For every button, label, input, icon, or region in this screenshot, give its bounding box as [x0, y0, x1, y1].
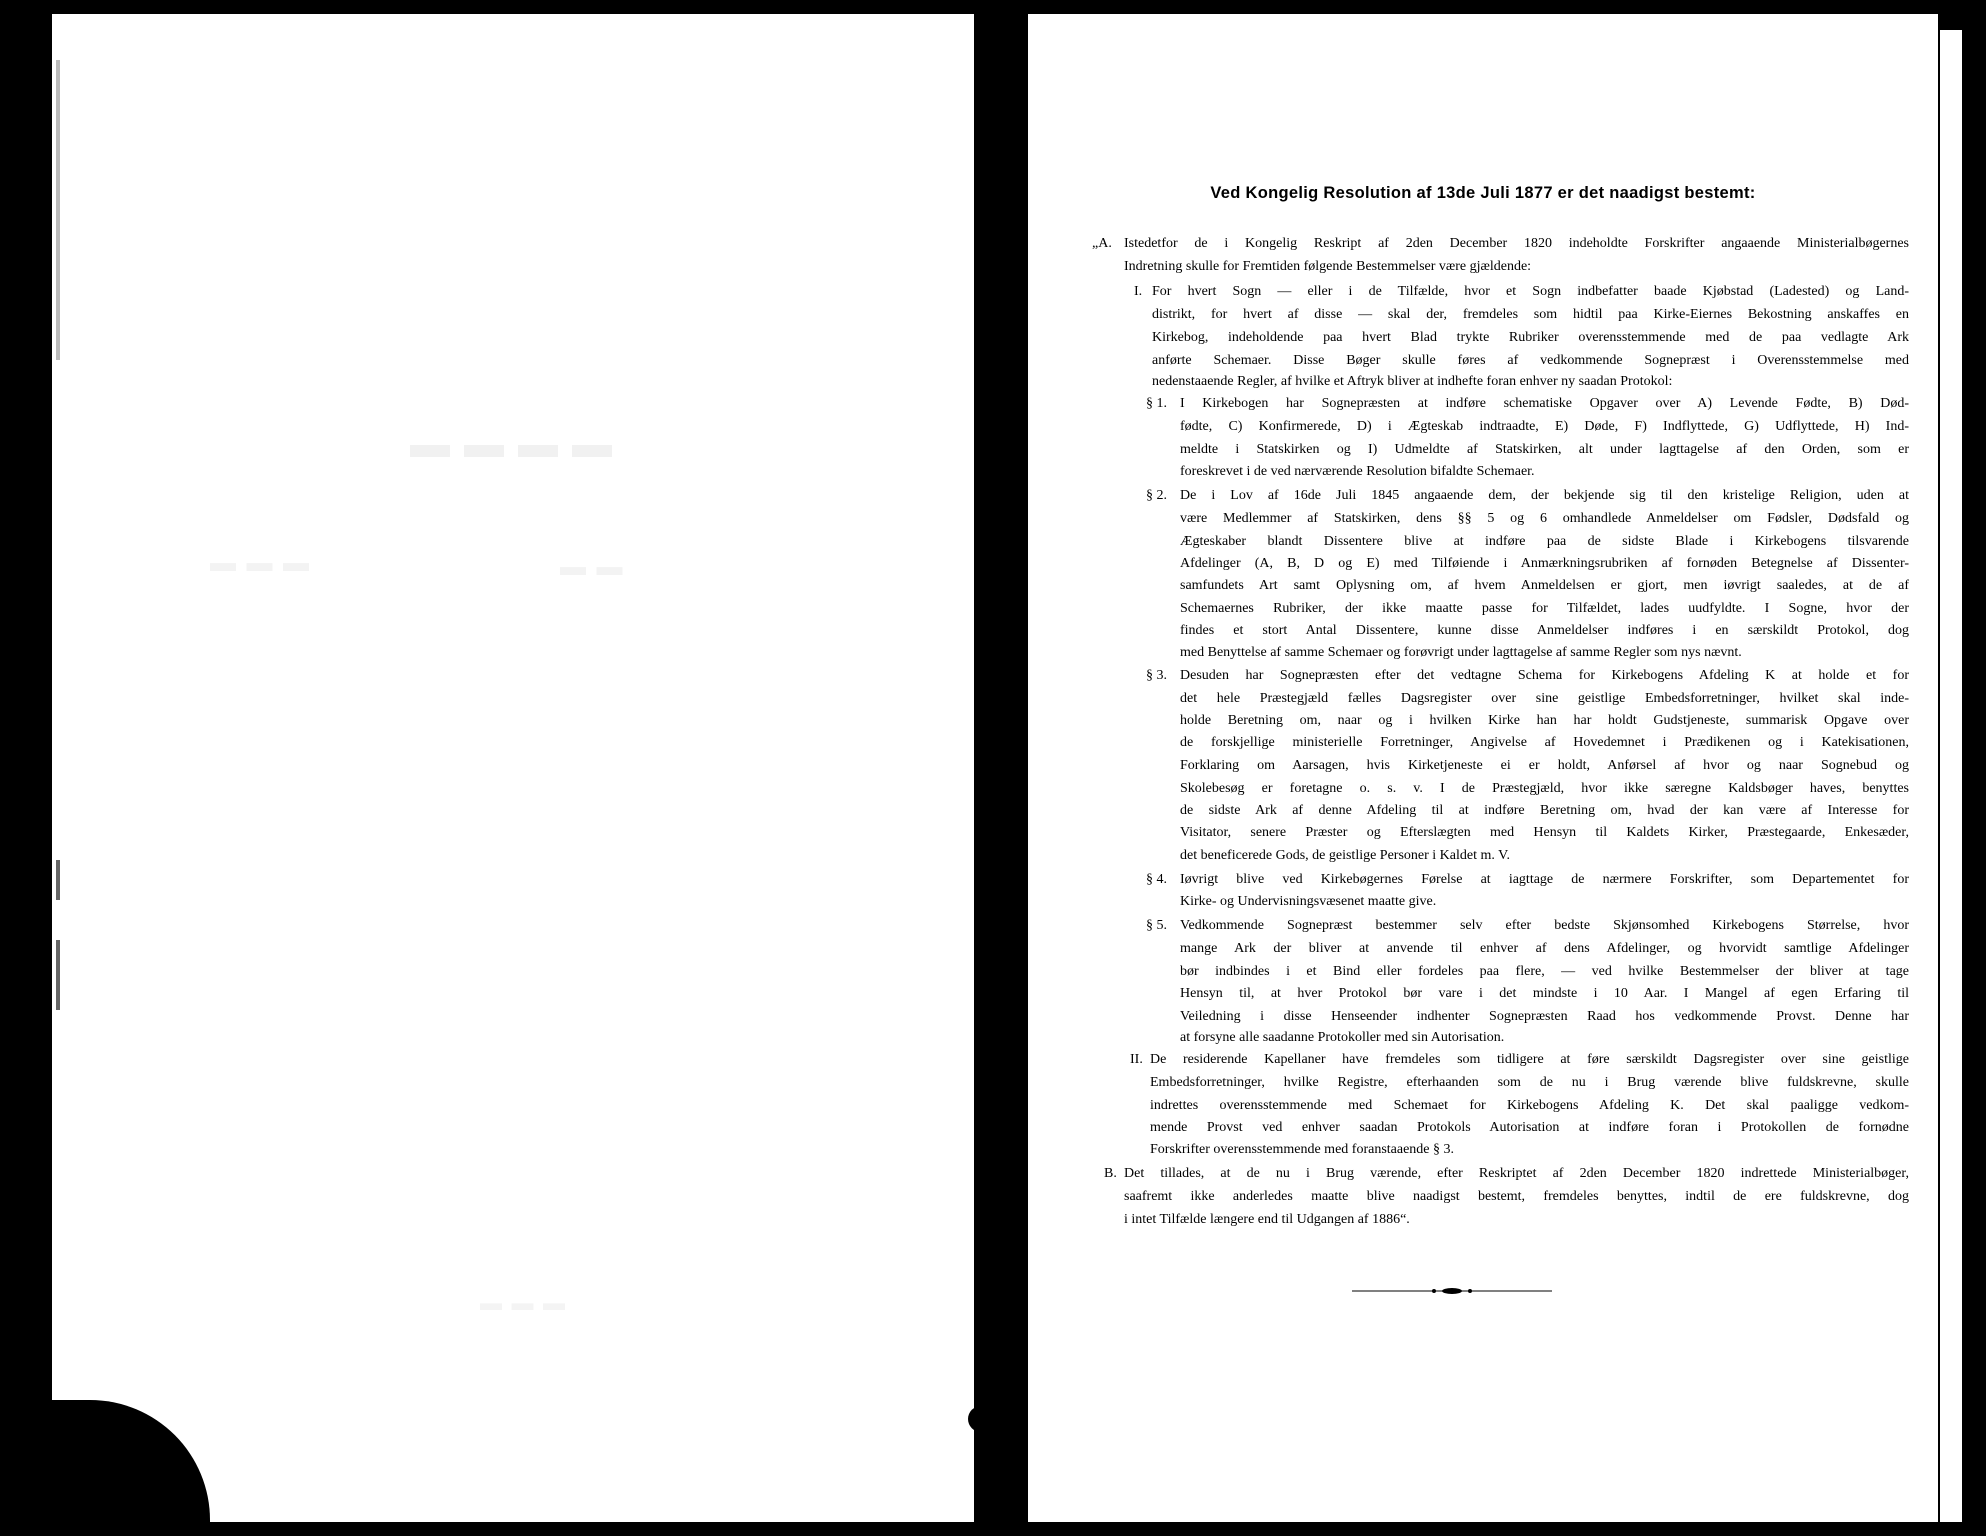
text-line: Visitator, senere Præster og Efterslægten med Hensyn til Kaldets Kirker, Præstegaarde, Enkesæder,: [1180, 825, 1909, 840]
text-line: indrettes overensstemmende med Schemaet for Kirkebogens Afdeling K. Det skal paaligge vedkom-: [1150, 1098, 1909, 1113]
text-line: Det tillades, at de nu i Brug værende, efter Reskriptet af 2den December 1820 indrettede Ministerialbøger,: [1124, 1166, 1909, 1181]
section-marker-ii: II.: [1130, 1052, 1143, 1067]
text-line: De residerende Kapellaner have fremdeles som tidligere at føre særskildt Dagsregister over sine geistlige: [1150, 1052, 1909, 1067]
text-line: mange Ark der bliver at anvende til enhver af dens Afdelinger, og hvorvidt samtlige Afdelinger: [1180, 941, 1909, 956]
end-ornament: [1352, 1286, 1552, 1296]
text-line: Kirke- og Undervisningsvæsenet maatte give.: [1180, 894, 1437, 909]
paragraph-marker-1: § 1.: [1146, 396, 1167, 411]
text-line: Istedetfor de i Kongelig Reskript af 2den December 1820 indeholdte Forskrifter angaaende Ministerialbøgernes: [1124, 236, 1909, 251]
text-line: nedenstaaende Regler, af hvilke et Aftryk bliver at indhefte foran enhver ny saadan Protokol:: [1152, 374, 1673, 389]
text-line: de sidste Ark af denne Afdeling til at indføre Beretning om, hvad der kan være af Interesse for: [1180, 803, 1909, 818]
text-line: Afdelinger (A, B, D og E) med Tilføiende i Anmærkningsrubriken af fornøden Betegnelse af Dissenter-: [1180, 556, 1909, 571]
text-line: Iøvrigt blive ved Kirkebøgernes Førelse at iagttage de nærmere Forskrifter, som Departementet for: [1180, 872, 1909, 887]
text-line: foreskrevet i de ved nærværende Resolution bifaldte Schemaer.: [1180, 464, 1535, 479]
section-marker-i: I.: [1134, 284, 1143, 299]
text-line: i intet Tilfælde længere end til Udgangen af 1886“.: [1124, 1212, 1410, 1227]
bleed-through-mark: ▬ ▬: [560, 552, 625, 581]
text-line: Ægteskaber blandt Dissentere blive at indføre paa de sidste Blade i Kirkebogens tilsvarende: [1180, 534, 1909, 549]
text-line: Vedkommende Sognepræst bestemmer selv efter bedste Skjønsomhed Kirkebogens Størrelse, hvor: [1180, 918, 1909, 933]
right-page-edge: [1938, 30, 1962, 1522]
text-line: de forskjellige ministerielle Forretninger, Angivelse af Hovedemnet i Prædikenen og i Katekisationen,: [1180, 735, 1909, 750]
text-line: For hvert Sogn — eller i de Tilfælde, hvor et Sogn indbefatter baade Kjøbstad (Ladested) og Land-: [1152, 284, 1909, 299]
text-line: I Kirkebogen har Sognepræsten at indføre schematiske Opgaver over A) Levende Fødte, B) Død-: [1180, 396, 1909, 411]
text-line: De i Lov af 16de Juli 1845 angaaende dem, der bekjende sig til den kristelige Religion, uden at: [1180, 488, 1909, 503]
book-binding: [974, 0, 1028, 1536]
text-line: det hele Præstegjæld fælles Dagsregister over sine geistlige Embedsforretninger, hvilket skal inde-: [1180, 691, 1909, 706]
text-line: Skolebesøg er foretagne o. s. v. I de Præstegjæld, hvor ikke særegne Kaldsbøger haves, benyttes: [1180, 781, 1909, 796]
text-line: anførte Schemaer. Disse Bøger skulle føres af vedkommende Sognepræst i Overensstemmelse med: [1152, 353, 1909, 368]
text-line: bør indbindes i et Bind eller fordeles paa flere, — ved hvilke Bestemmelser der bliver at tage: [1180, 964, 1909, 979]
edge-mark: [56, 940, 60, 1010]
paragraph-marker-5: § 5.: [1146, 918, 1167, 933]
text-line: med Benyttelse af samme Schemaer og forøvrigt under lagttagelse af samme Regler som nys nævnt.: [1180, 645, 1742, 660]
text-line: Embedsforretninger, hvilke Registre, efterhaanden som de nu i Brug værende blive fuldskrevne, skulle: [1150, 1075, 1909, 1090]
text-line: saafremt ikke anderledes maatte blive naadigst bestemt, fremdeles benyttes, indtil de ere fuldskrevne, dog: [1124, 1189, 1909, 1204]
text-line: holde Beretning om, naar og i hvilken Kirke han har holdt Gudstjeneste, summarisk Opgave over: [1180, 713, 1909, 728]
document-title: Ved Kongelig Resolution af 13de Juli 1877 er det naadigst bestemt:: [1210, 184, 1756, 202]
text-line: være Medlemmer af Statskirken, dens §§ 5 og 6 omhandlede Anmeldelser om Fødsler, Dødsfald og: [1180, 511, 1909, 526]
section-marker-a: „A.: [1092, 236, 1112, 251]
text-line: distrikt, for hvert af disse — skal der, fremdeles som hidtil paa Kirke-Eiernes Bekostning anskaffes en: [1152, 307, 1909, 322]
text-line: Kirkebog, indeholdende paa hvert Blad trykte Rubriker overensstemmende med de paa vedlagte Ark: [1152, 330, 1909, 345]
text-line: mende Provst ved enhver saadan Protokols Autorisation at indføre foran i Protokollen de fornødne: [1150, 1120, 1909, 1135]
edge-mark: [56, 60, 60, 360]
bleed-through-mark: ▬ ▬ ▬ ▬: [410, 421, 614, 466]
text-line: Forskrifter overensstemmende med foranstaaende § 3.: [1150, 1142, 1455, 1157]
paragraph-marker-2: § 2.: [1146, 488, 1167, 503]
text-line: Hensyn til, at hver Protokol bør vare i det mindste i 10 Aar. I Mangel af egen Erfaring til: [1180, 986, 1909, 1001]
paragraph-marker-3: § 3.: [1146, 668, 1167, 683]
text-line: Schemaernes Rubriker, der ikke maatte passe for Tilfældet, lades uudfyldte. I Sogne, hvor der: [1180, 601, 1909, 616]
bleed-through-mark: ▬ ▬ ▬: [210, 548, 311, 577]
text-line: Veiledning i disse Henseender indhenter Sognepræsten Raad hos vedkommende Provst. Denne har: [1180, 1009, 1909, 1024]
text-line: fødte, C) Konfirmerede, D) i Ægteskab indtraadte, E) Døde, F) Indflyttede, G) Udflyttede, H) Ind-: [1180, 419, 1909, 434]
text-line: Desuden har Sognepræsten efter det vedtagne Schema for Kirkebogens Afdeling K at holde et for: [1180, 668, 1909, 683]
text-line: det beneficerede Gods, de geistlige Personer i Kaldet m. V.: [1180, 848, 1510, 863]
edge-mark: [56, 860, 60, 900]
text-line: samfundets Art samt Oplysning om, af hvem Anmeldelsen er gjort, men iøvrigt saaledes, at de af: [1180, 578, 1909, 593]
bleed-through-mark: ▬ ▬ ▬: [480, 1290, 567, 1315]
text-line: Forklaring om Aarsagen, hvis Kirketjeneste ei er holdt, Anførsel af hvor og naar Sognebud og: [1180, 758, 1909, 773]
text-line: Indretning skulle for Fremtiden følgende Bestemmelser være gjældende:: [1124, 259, 1532, 274]
paragraph-marker-4: § 4.: [1146, 872, 1167, 887]
text-line: meldte i Statskirken og I) Udmeldte af Statskirken, alt under lagttagelse af den Orden, som er: [1180, 442, 1909, 457]
text-line: at forsyne alle saadanne Protokoller med sin Autorisation.: [1180, 1030, 1505, 1045]
text-line: findes et stort Antal Dissentere, kunne disse Anmeldelser indføres i en særskildt Protokol, dog: [1180, 623, 1909, 638]
section-marker-b: B.: [1104, 1166, 1117, 1181]
